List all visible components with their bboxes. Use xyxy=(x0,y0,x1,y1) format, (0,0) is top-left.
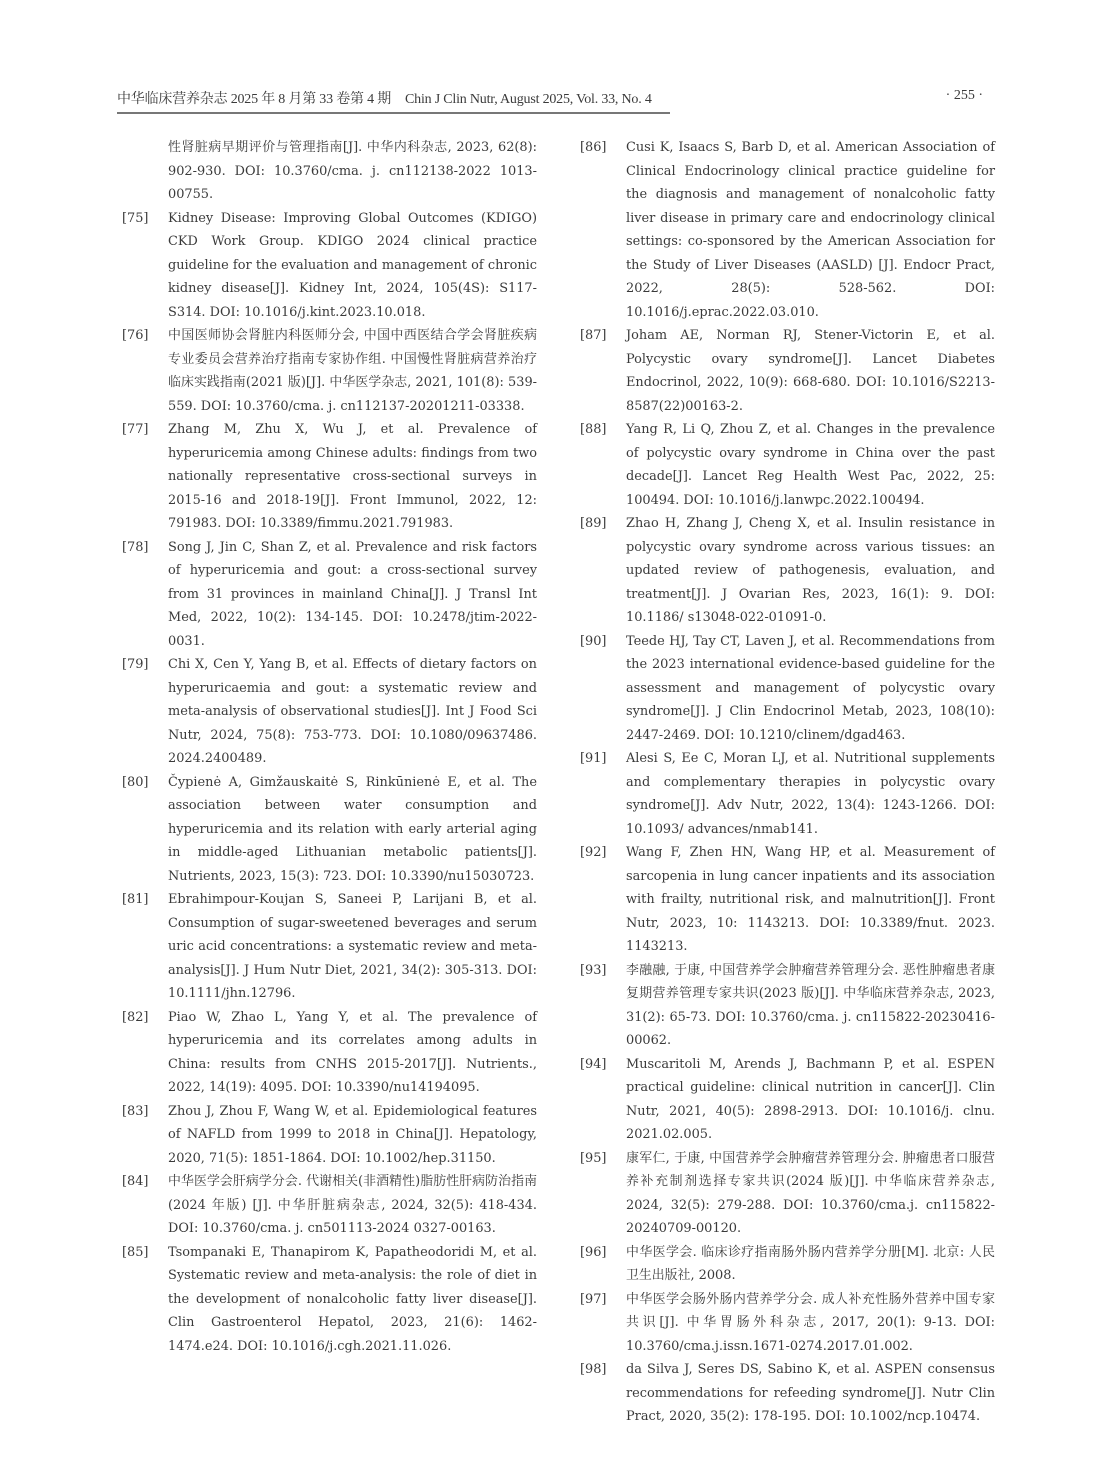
reference-number: [82] xyxy=(122,1009,149,1025)
reference-text: Teede HJ, Tay CT, Laven J, et al. Recommendations from the 2023 international evidence-based guideline for the assessment and management of polycystic ovary syndrome[J]. J Clin Endocrinol Metab, 2023, 108(10): 2447-2469. DOI: 10.1210/clinem/dgad463. xyxy=(626,633,995,743)
reference-item xyxy=(122,888,537,1006)
reference-number: [91] xyxy=(580,751,607,766)
reference-item xyxy=(122,1100,537,1171)
reference-number: [87] xyxy=(580,328,607,343)
reference-item xyxy=(580,1288,995,1359)
reference-item xyxy=(580,747,995,841)
reference-item xyxy=(580,959,995,1053)
reference-text: Zhou J, Zhou F, Wang W, et al. Epidemiological features of NAFLD from 1999 to 2018 in China[J]. Hepatology, 2020, 71(5): 1851-1864. DOI: 10.1002/hep.31150. xyxy=(168,1103,537,1166)
reference-item xyxy=(580,418,995,512)
page-number: · 255 · xyxy=(945,88,983,103)
reference-text: 中华医学会肝病学分会. 代谢相关(非酒精性)脂肪性肝病防治指南(2024 年版) [J]. 中华肝脏病杂志, 2024, 32(5): 418-434. DOI: 10.3760/cma. j. cn501113-2024 0327-00163. xyxy=(168,1174,537,1236)
reference-number: [81] xyxy=(122,892,149,907)
reference-text: Joham AE, Norman RJ, Stener-Victorin E, et al. Polycystic ovary syndrome[J]. Lancet Diabetes Endocrinol, 2022, 10(9): 668-680. DOI: 10.1016/S2213-8587(22)00163-2. xyxy=(626,328,995,414)
reference-item xyxy=(580,512,995,630)
header-rule xyxy=(117,112,670,114)
reference-number: [76] xyxy=(122,328,149,343)
reference-number: [86] xyxy=(580,140,607,155)
reference-number: [95] xyxy=(580,1150,607,1166)
reference-number: [83] xyxy=(122,1103,149,1119)
reference-item xyxy=(580,1241,995,1288)
reference-number: [93] xyxy=(580,962,607,978)
reference-text: 中华医学会. 临床诊疗指南肠外肠内营养学分册[M]. 北京: 人民卫生出版社, 2008. xyxy=(626,1244,995,1283)
reference-number: [75] xyxy=(122,210,149,226)
reference-text: Zhang M, Zhu X, Wu J, et al. Prevalence of hyperuricemia among Chinese adults: findings from two nationally representative cross-sectional surveys in 2015-16 and 2018-19[J]. Front Immunol, 2022, 12: 791983. DOI: 10.3389/fimmu.2021.791983. xyxy=(168,422,537,531)
reference-continuation xyxy=(122,136,537,207)
reference-item xyxy=(122,324,537,418)
reference-text: Yang R, Li Q, Zhou Z, et al. Changes in the prevalence of polycystic ovary syndrome in China over the past decade[J]. Lancet Reg Health West Pac, 2022, 25: 100494. DOI: 10.1016/j.lanwpc.2022.100494. xyxy=(626,422,995,508)
reference-item xyxy=(580,1053,995,1147)
journal-citation-line xyxy=(117,88,652,108)
reference-number: [90] xyxy=(580,633,607,649)
reference-item xyxy=(122,418,537,536)
reference-text: Čypienė A, Gimžauskaitė S, Rinkūnienė E, et al. The association between water consumption and hyperuricemia and its relation with early arterial aging in middle-aged Lithuanian metabolic patients[J]. Nutrients, 2023, 15(3): 723. DOI: 10.3390/nu15030723. xyxy=(168,774,537,884)
reference-number: [96] xyxy=(580,1244,607,1260)
reference-item xyxy=(122,1241,537,1359)
reference-text: 中华医学会肠外肠内营养学分会. 成人补充性肠外营养中国专家共识[J]. 中华胃肠外科杂志, 2017, 20(1): 9-13. DOI: 10.3760/cma.j.issn.1671-0274.2017.01.002. xyxy=(626,1291,995,1354)
reference-text: Muscaritoli M, Arends J, Bachmann P, et al. ESPEN practical guideline: clinical nutrition in cancer[J]. Clin Nutr, 2021, 40(5): 2898-2913. DOI: 10.1016/j. clnu. 2021.02.005. xyxy=(626,1056,995,1142)
reference-item xyxy=(122,771,537,889)
reference-item xyxy=(580,1147,995,1241)
reference-text: Piao W, Zhao L, Yang Y, et al. The prevalence of hyperuricemia and its correlates among adults in China: results from CNHS 2015-2017[J]. Nutrients., 2022, 14(19): 4095. DOI: 10.3390/nu14194095. xyxy=(168,1009,537,1095)
reference-item xyxy=(580,324,995,418)
journal-title-en: Chin J Clin Nutr, August 2025, Vol. 33, No. 4 xyxy=(405,92,652,107)
reference-number: [92] xyxy=(580,845,607,860)
reference-item xyxy=(580,841,995,959)
reference-number: [98] xyxy=(580,1362,607,1377)
reference-number: [88] xyxy=(580,422,607,437)
reference-number: [77] xyxy=(122,422,149,437)
reference-item xyxy=(122,536,537,654)
reference-number: [84] xyxy=(122,1174,149,1189)
reference-item xyxy=(122,207,537,325)
reference-text: Zhao H, Zhang J, Cheng X, et al. Insulin resistance in polycystic ovary syndrome across various tissues: an updated review of pathogenesis, evaluation, and treatment[J]. J Ovarian Res, 2023, 16(1): 9. DOI: 10.1186/ s13048-022-01091-0. xyxy=(626,516,995,625)
reference-number: [89] xyxy=(580,516,607,531)
reference-column-left xyxy=(122,136,537,1358)
reference-column-right xyxy=(580,136,995,1429)
reference-text: Song J, Jin C, Shan Z, et al. Prevalence and risk factors of hyperuricemia and gout: a cross-sectional survey from 31 provinces in mainland China[J]. J Transl Int Med, 2022, 10(2): 134-145. DOI: 10.2478/jtim-2022-0031. xyxy=(168,539,537,649)
reference-item xyxy=(122,1170,537,1241)
reference-item xyxy=(580,630,995,748)
reference-item xyxy=(580,136,995,324)
reference-text: Wang F, Zhen HN, Wang HP, et al. Measurement of sarcopenia in lung cancer inpatients and its association with frailty, nutritional risk, and malnutrition[J]. Front Nutr, 2023, 10: 1143213. DOI: 10.3389/fnut. 2023. 1143213. xyxy=(626,845,995,954)
reference-text: Alesi S, Ee C, Moran LJ, et al. Nutritional supplements and complementary therapies in polycystic ovary syndrome[J]. Adv Nutr, 2022, 13(4): 1243-1266. DOI: 10.1093/ advances/nmab141. xyxy=(626,751,995,837)
reference-item xyxy=(580,1358,995,1429)
reference-text: Chi X, Cen Y, Yang B, et al. Effects of dietary factors on hyperuricaemia and gout: a systematic review and meta-analysis of observational studies[J]. Int J Food Sci Nutr, 2024, 75(8): 753-773. DOI: 10.1080/09637486. 2024.2400489. xyxy=(168,657,537,766)
reference-text: 中国医师协会肾脏内科医师分会, 中国中西医结合学会肾脏疾病专业委员会营养治疗指南专家协作组. 中国慢性肾脏病营养治疗临床实践指南(2021 版)[J]. 中华医学杂志, 2021, 101(8): 539-559. DOI: 10.3760/cma. j. cn112137-20201211-03338. xyxy=(168,328,537,414)
reference-text: 性肾脏病早期评价与管理指南[J]. 中华内科杂志, 2023, 62(8): 902-930. DOI: 10.3760/cma. j. cn112138-2022 1013-00755. xyxy=(168,140,537,202)
journal-title-cn: 中华临床营养杂志 2025 年 8 月第 33 卷第 4 期 xyxy=(117,92,391,107)
reference-number: [85] xyxy=(122,1244,149,1260)
reference-text: Tsompanaki E, Thanapirom K, Papatheodoridi M, et al. Systematic review and meta-analysis: the role of diet in the development of nonalcoholic fatty liver disease[J]. Clin Gastroenterol Hepatol, 2023, 21(6): 1462-1474.e24. DOI: 10.1016/j.cgh.2021.11.026. xyxy=(168,1244,537,1354)
reference-number: [78] xyxy=(122,539,149,555)
reference-text: 康军仁, 于康, 中国营养学会肿瘤营养管理分会. 肿瘤患者口服营养补充制剂选择专家共识(2024 版)[J]. 中华临床营养杂志, 2024, 32(5): 279-288. DOI: 10.3760/cma.j. cn115822-20240709-00120. xyxy=(626,1150,995,1236)
reference-text: Ebrahimpour-Koujan S, Saneei P, Larijani B, et al. Consumption of sugar-sweetened beverages and serum uric acid concentrations: a systematic review and meta-analysis[J]. J Hum Nutr Diet, 2021, 34(2): 305-313. DOI: 10.1111/jhn.12796. xyxy=(168,892,537,1001)
reference-text: 李融融, 于康, 中国营养学会肿瘤营养管理分会. 恶性肿瘤患者康复期营养管理专家共识(2023 版)[J]. 中华临床营养杂志, 2023, 31(2): 65-73. DOI: 10.3760/cma. j. cn115822-20230416-00062. xyxy=(626,962,995,1048)
reference-item xyxy=(122,653,537,771)
reference-number: [97] xyxy=(580,1291,607,1307)
reference-text: da Silva J, Seres DS, Sabino K, et al. ASPEN consensus recommendations for refeeding syndrome[J]. Nutr Clin Pract, 2020, 35(2): 178-195. DOI: 10.1002/ncp.10474. xyxy=(626,1362,995,1424)
reference-item xyxy=(122,1006,537,1100)
reference-number: [80] xyxy=(122,774,149,790)
reference-number: [94] xyxy=(580,1056,607,1072)
reference-text: Cusi K, Isaacs S, Barb D, et al. American Association of Clinical Endocrinology clinical practice guideline for the diagnosis and management of nonalcoholic fatty liver disease in primary care and endocrinology clinical settings: co-sponsored by the American Association for the Study of Liver Diseases (AASLD) [J]. Endocr Pract, 2022, 28(5): 528-562. DOI: 10.1016/j.eprac.2022.03.010. xyxy=(626,140,995,320)
running-header xyxy=(117,88,983,110)
reference-text: Kidney Disease: Improving Global Outcomes (KDIGO) CKD Work Group. KDIGO 2024 clinical practice guideline for the evaluation and management of chronic kidney disease[J]. Kidney Int, 2024, 105(4S): S117-S314. DOI: 10.1016/j.kint.2023.10.018. xyxy=(168,210,537,320)
reference-number: [79] xyxy=(122,657,149,672)
